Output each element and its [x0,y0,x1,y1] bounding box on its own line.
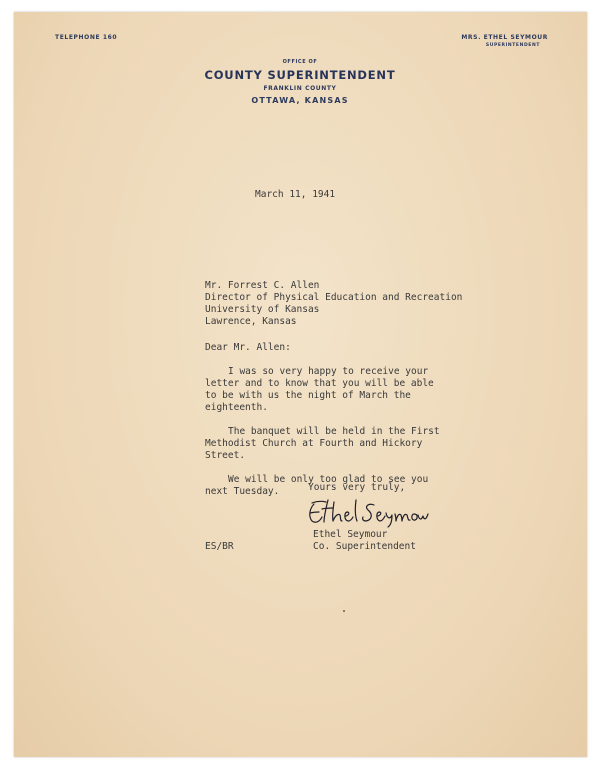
paper-speck [343,610,345,612]
office-of-label: OFFICE OF [282,59,318,65]
body-line: next Tuesday. [205,486,280,497]
closing: Yours very truly, [308,482,406,493]
salutation: Dear Mr. Allen: [205,342,291,353]
body-line: We will be only too glad to see you [228,474,429,485]
body-line: to be with us the night of March the [205,390,411,401]
body-line: eighteenth. [205,402,268,413]
signer-title: Co. Superintendent [313,541,416,552]
typist-initials: ES/BR [205,541,234,552]
recipient-line: University of Kansas [205,304,320,315]
city-label: OTTAWA, KANSAS [251,96,349,105]
recipient-line: Mr. Forrest C. Allen [205,280,320,291]
handwritten-signature [300,494,430,528]
telephone-label: TELEPHONE 160 [55,34,118,41]
body-line: I was so very happy to receive your [228,366,429,377]
signer-name: Ethel Seymour [313,529,388,540]
body-line: Street. [205,450,246,461]
county-label: FRANKLIN COUNTY [263,85,337,92]
body-line: Methodist Church at Fourth and Hickory [205,438,423,449]
superintendent-name: MRS. ETHEL SEYMOUR [461,34,548,41]
body-line: The banquet will be held in the First [228,426,440,437]
letter-date: March 11, 1941 [255,189,336,200]
letterhead-title: COUNTY SUPERINTENDENT [204,68,396,82]
recipient-line: Lawrence, Kansas [205,316,297,327]
superintendent-position: SUPERINTENDENT [485,43,540,48]
recipient-line: Director of Physical Education and Recreation [205,292,463,303]
body-line: letter and to know that you will be able [205,378,434,389]
